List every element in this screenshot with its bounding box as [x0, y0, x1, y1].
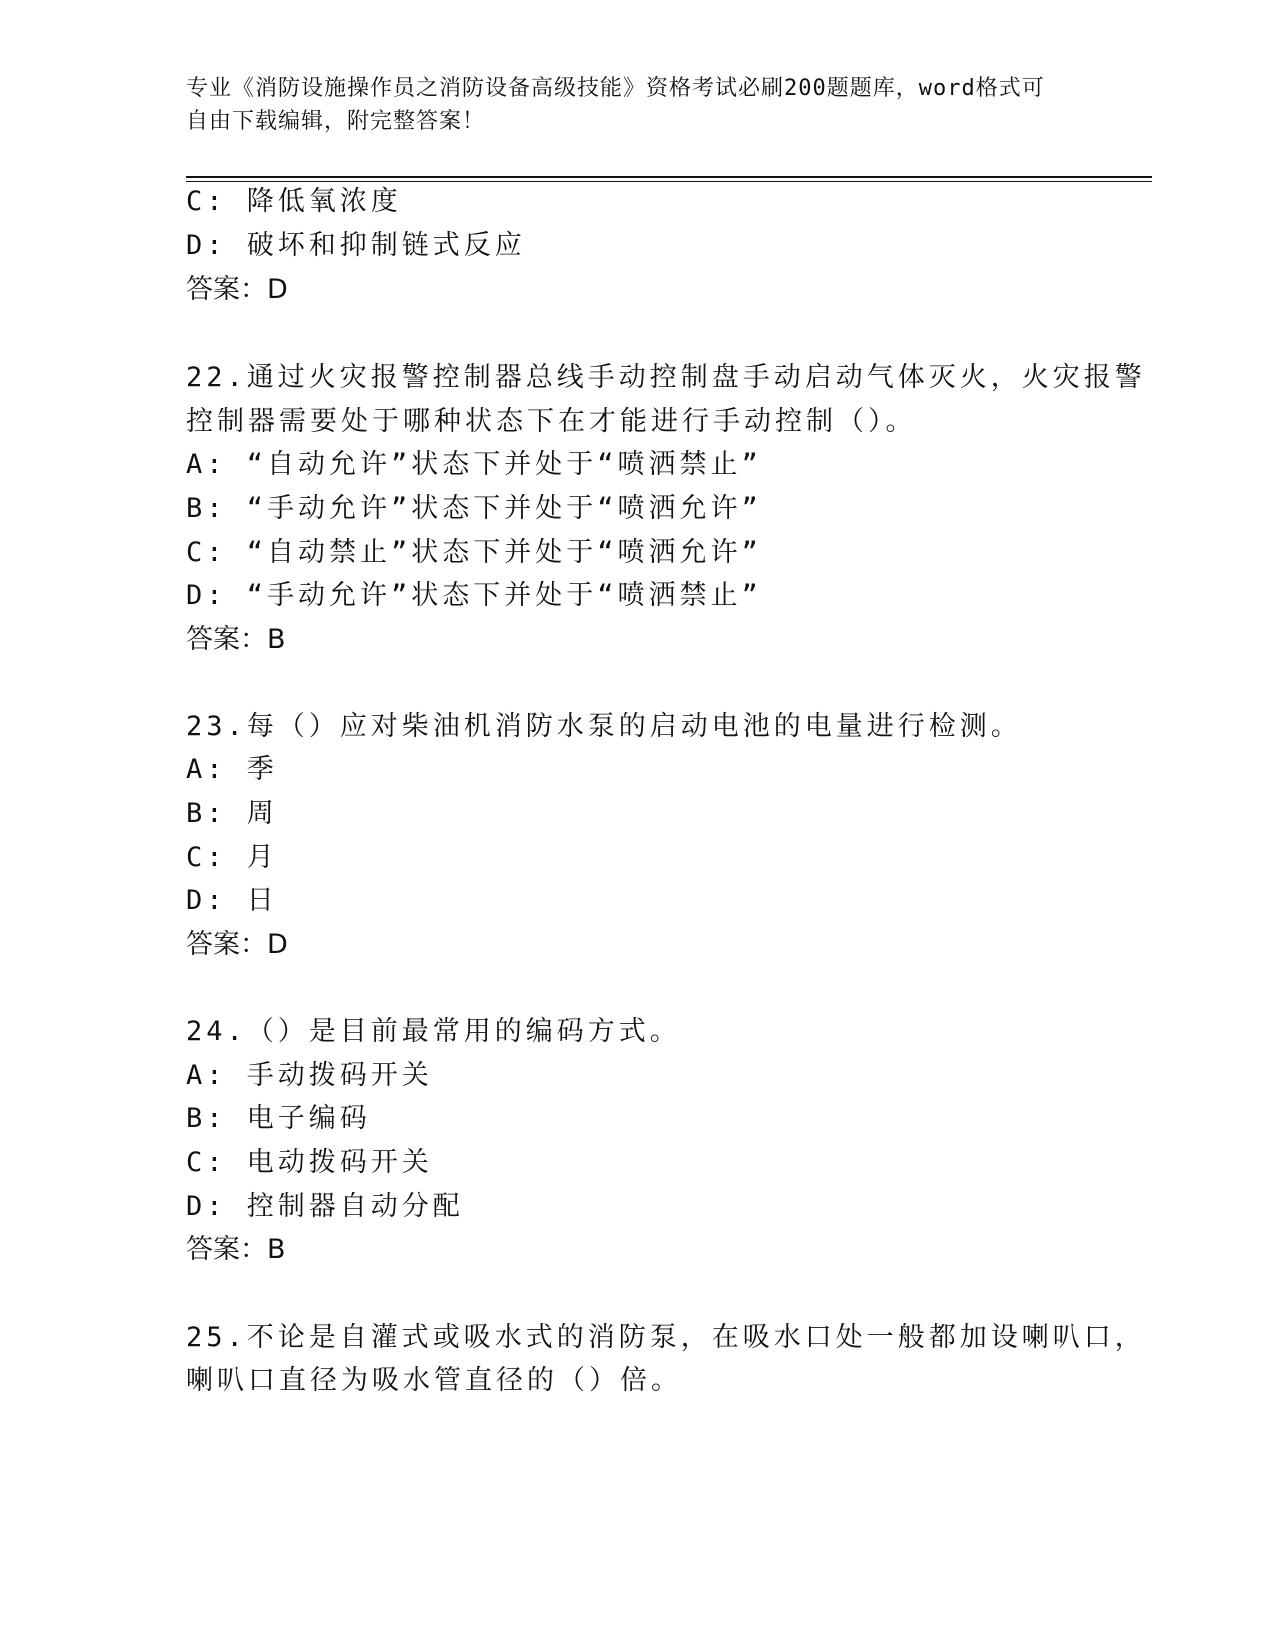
- option-d: D: 破坏和抑制链式反应: [186, 230, 526, 261]
- question-stem-continued: 喇叭口直径为吸水管直径的（）倍。: [186, 1365, 682, 1396]
- option-c: C: 电动拨码开关: [186, 1147, 433, 1178]
- answer-line: 答案：D: [186, 929, 288, 960]
- option-b: B: 电子编码: [186, 1103, 371, 1134]
- option-c: C: 降低氧浓度: [186, 186, 402, 217]
- option-c: C: 月: [186, 842, 278, 873]
- question-stem: 24.（）是目前最常用的编码方式。: [186, 1016, 681, 1047]
- option-a: A: “自动允许”状态下并处于“喷洒禁止”: [186, 449, 762, 480]
- answer-line: 答案：B: [186, 624, 286, 655]
- header-divider-thin: [186, 181, 1152, 182]
- question-stem-continued: 控制器需要处于哪种状态下在才能进行手动控制（）。: [186, 406, 917, 437]
- question-stem: 25.不论是自灌式或吸水式的消防泵，在吸水口处一般都加设喇叭口，: [186, 1322, 1146, 1353]
- header-divider-thick: [186, 176, 1152, 178]
- option-b: B: 周: [186, 798, 278, 829]
- document-header: 专业《消防设施操作员之消防设备高级技能》资格考试必刷200题题库，word格式可自由下载编辑，附完整答案！: [186, 76, 1045, 134]
- question-stem: 22.通过火灾报警控制器总线手动控制盘手动启动气体灭火，火灾报警: [186, 362, 1146, 393]
- option-d: D: 控制器自动分配: [186, 1191, 464, 1222]
- option-a: A: 季: [186, 754, 278, 785]
- option-d: D: 日: [186, 885, 278, 916]
- option-c: C: “自动禁止”状态下并处于“喷洒允许”: [186, 537, 762, 568]
- option-d: D: “手动允许”状态下并处于“喷洒禁止”: [186, 580, 762, 611]
- question-stem: 23.每（）应对柴油机消防水泵的启动电池的电量进行检测。: [186, 711, 1022, 742]
- answer-line: 答案：D: [186, 274, 288, 305]
- option-a: A: 手动拨码开关: [186, 1060, 433, 1091]
- answer-line: 答案：B: [186, 1234, 286, 1265]
- option-b: B: “手动允许”状态下并处于“喷洒允许”: [186, 493, 762, 524]
